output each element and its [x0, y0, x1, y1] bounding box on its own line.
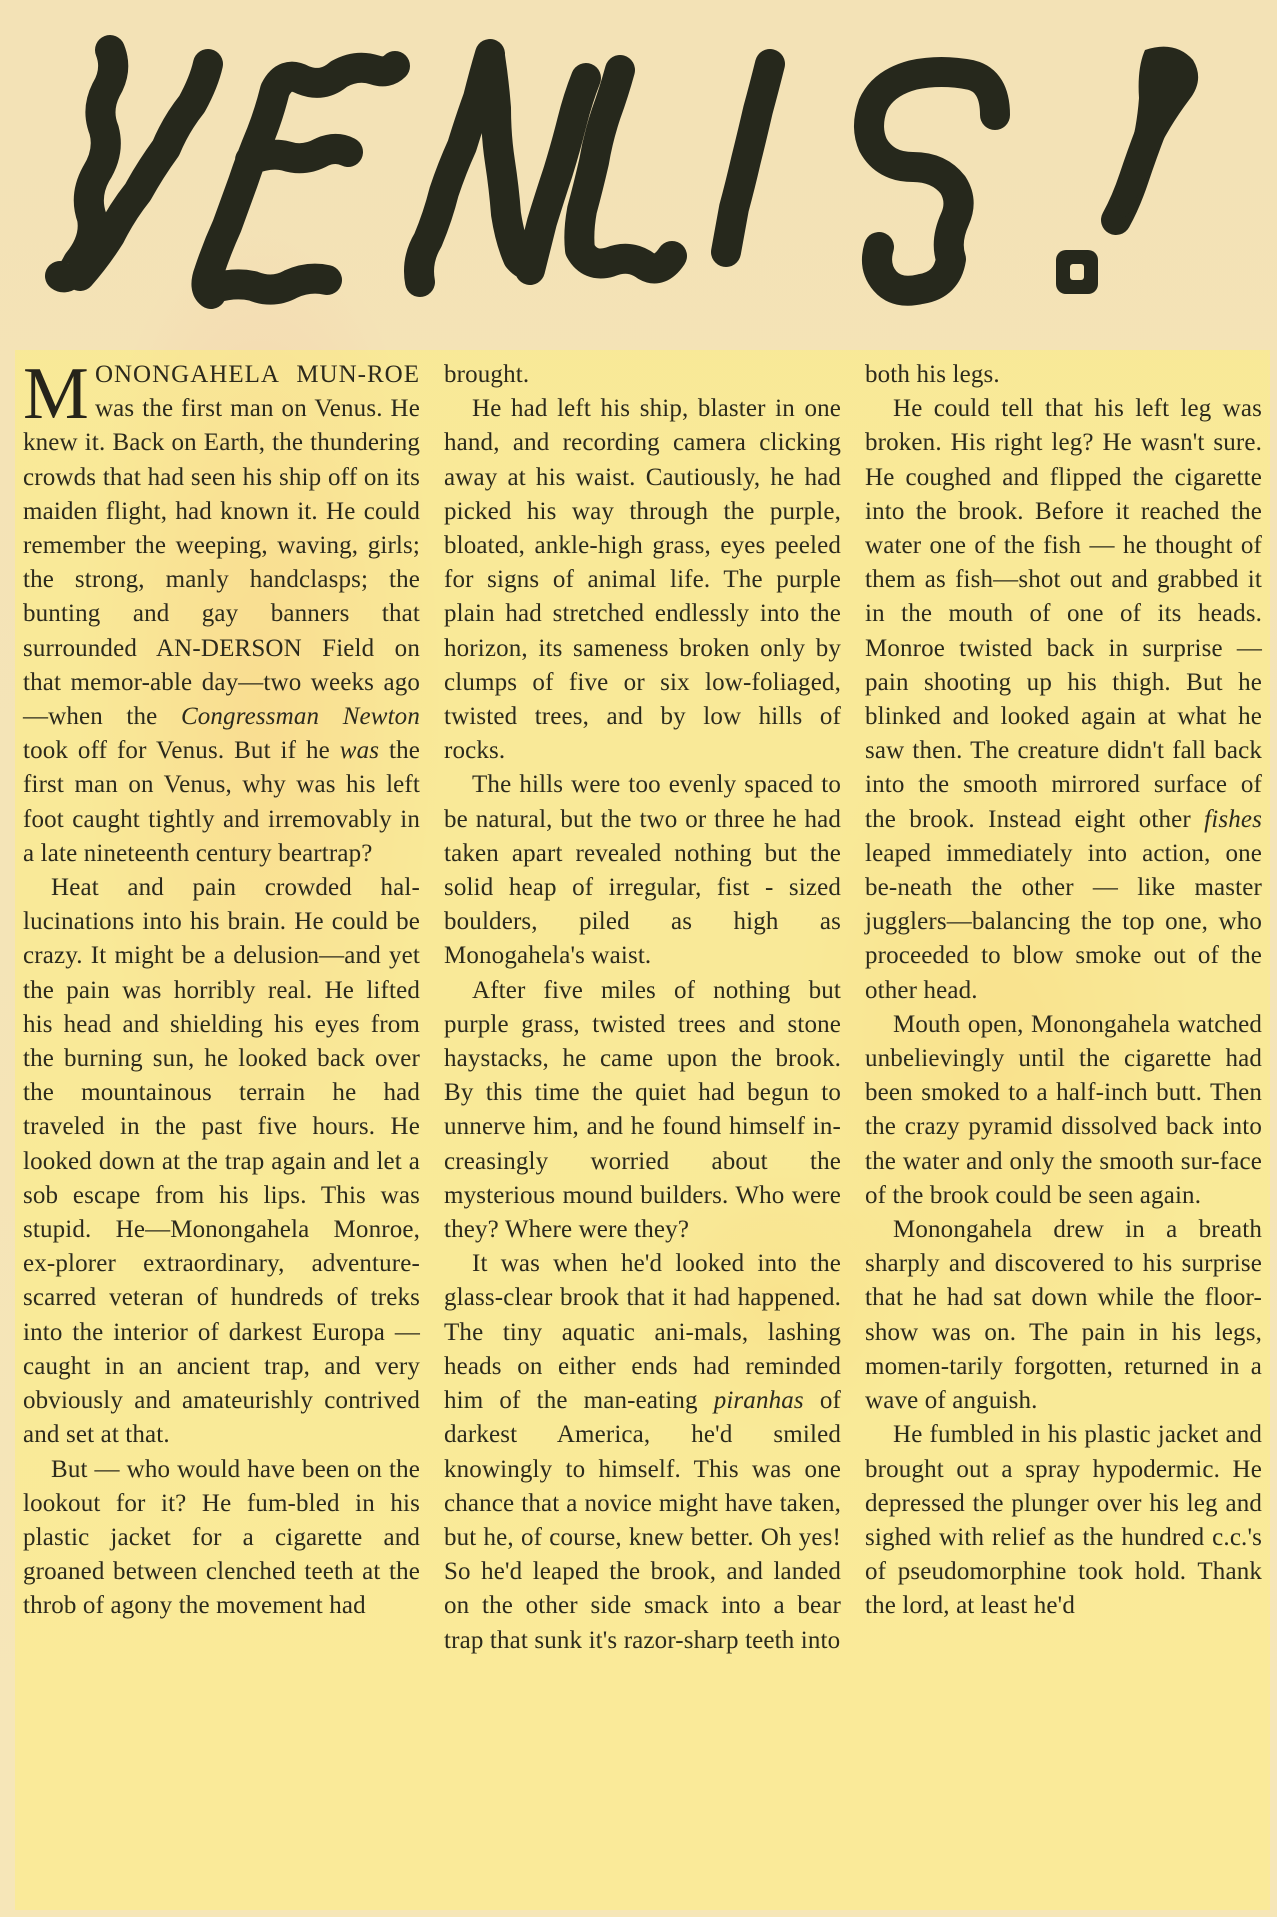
paragraph [444, 1247, 841, 1657]
paragraph-text: of darkest America, he'd smiled knowingly to himself. This was one chance that a novice might have taken, but he, of course, knew better. Oh yes! So he'd leaped the brook, and landed on the other side smack into a bear trap that sunk it's razor-sharp teeth into [444, 1387, 841, 1654]
emphasis: was [339, 737, 380, 765]
paragraph [865, 392, 1262, 1008]
paragraph: After five miles of nothing but purple grass, twisted trees and stone haystacks, he came upon the brook. By this time the quiet had begun to unnerve him, and he found himself in-creasingly worried about the mysterious mound builders. Who were they? Where were they? [444, 976, 841, 1244]
paragraph: Mouth open, Monongahela watched unbelievingly until the cigarette had been smoked to a half-inch butt. Then the crazy pyramid dissolved back into the water and only the smooth sur-face of the brook could be seen again. [865, 1010, 1262, 1209]
text-columns [23, 353, 1263, 1658]
paragraph [23, 353, 420, 871]
paragraph: both his legs. [865, 361, 1000, 388]
emphasis: fishes [1204, 805, 1262, 833]
column-3 [865, 358, 1262, 1658]
story-body [15, 350, 1272, 1910]
emphasis: piranhas [713, 1387, 804, 1415]
wavy-title-lettering [40, 20, 1260, 320]
paragraph-text: the first man on Venus, why was his left foot caught tightly and irremovably in a late nineteenth century beartrap? [23, 737, 420, 867]
paragraph: Monongahela drew in a breath sharply and discovered to his surprise that he had sat down while the floor-show was on. The pain in his legs, momen-tarily forgotten, returned in a wave of anguish. [865, 1216, 1262, 1415]
paragraph-text: was the first man on Venus. He knew it. Back on Earth, the thundering crowds that had seen his ship off on its maiden flight, had known it. He could remember the weeping, waving, girls; the strong, manly handclasps; the bunting and gay banners that surrounded AN-DERSON Field on that memor-able day—two weeks ago—when the [23, 395, 420, 731]
column-2 [444, 358, 841, 1658]
paragraph: brought. [444, 361, 530, 388]
paragraph: Heat and pain crowded hal-lucinations into his brain. He could be crazy. It might be a delusion—and yet the pain was horribly real. He lifted his head and shielding his eyes from the burning sun, he looked back over the mountainous terrain he had traveled in the past five hours. He looked down at the trap again and let a sob escape from his lips. This was stupid. He—Monongahela Monroe, ex-plorer extraordinary, adventure-scarred veteran of hundreds of treks into the interior of darkest Europa — caught in an ancient trap, and very obviously and amateurishly contrived and set at that. [23, 874, 420, 1449]
paragraph-text: He could tell that his left leg was broken. His right leg? He wasn't sure. He coughed and flipped the cigarette into the brook. Before it reached the water one of the fish — he thought of them as fish—shot out and grabbed it in the mouth of one of its heads. Monroe twisted back in surprise — pain shooting up his thigh. But he blinked and looked again at what he saw then. The creature didn't fall back into the smooth mirrored surface of the brook. Instead eight other [865, 395, 1262, 833]
paragraph: The hills were too evenly spaced to be natural, but the two or three he had taken apart revealed nothing but the solid heap of irregular, fist - sized boulders, piled as high as Monogahela's waist. [444, 771, 841, 970]
ship-name: Congressman Newton [180, 703, 420, 731]
lead-caps: ONONGAHELA MUN-ROE [94, 361, 420, 388]
story-title [40, 20, 1260, 320]
paragraph-text: It was when he'd looked into the glass-clear brook that it had happened. The tiny aquatic ani-mals, lashing heads on either ends had reminded him of the man-eating [444, 1250, 841, 1415]
drop-cap: M [23, 353, 89, 435]
paragraph-text: took off for Venus. But if he [23, 737, 340, 765]
paragraph: He had left his ship, blaster in one hand, and recording camera clicking away at his waist. Cautiously, he had picked his way through the purple, bloated, ankle-high grass, eyes peeled for signs of animal life. The purple plain had stretched endlessly into the horizon, its sameness broken only by clumps of five or six low-foliaged, twisted trees, and by low hills of rocks. [444, 395, 841, 765]
paragraph-text: leaped immediately into action, one be-neath the other — like master jugglers—balancing the top one, who proceeded to blow smoke out of the other head. [865, 839, 1262, 1004]
paragraph: But — who would have been on the lookout for it? He fum-bled in his plastic jacket for a cigarette and groaned between clenched teeth at the throb of agony the movement had [23, 1455, 420, 1620]
column-1 [23, 353, 420, 1658]
paragraph: He fumbled in his plastic jacket and brought out a spray hypodermic. He depressed the plunger over his leg and sighed with relief as the hundred c.c.'s of pseudomorphine took hold. Thank the lord, at least he'd [865, 1421, 1262, 1620]
